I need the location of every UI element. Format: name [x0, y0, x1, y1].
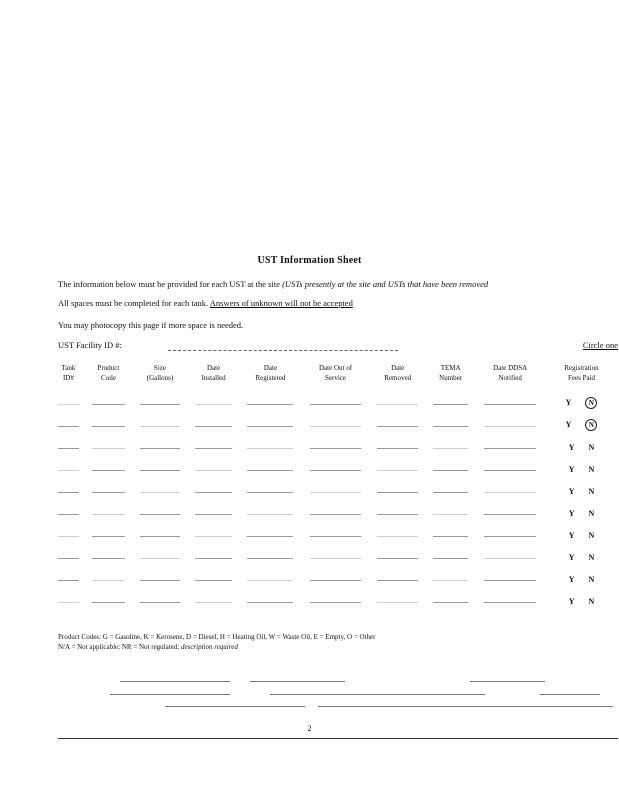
fees-paid-cell[interactable]: [545, 458, 618, 480]
blank-entry-line: [58, 558, 79, 559]
table-cell[interactable]: [426, 546, 475, 568]
blank-entry-line: [92, 580, 125, 581]
blank-entry-line: [92, 426, 125, 427]
table-cell[interactable]: [132, 568, 188, 590]
blank-entry-line: [310, 602, 361, 603]
table-cell[interactable]: [239, 502, 301, 524]
blank-entry-line: [247, 558, 293, 559]
table-cell[interactable]: [369, 502, 425, 524]
blank-entry-line: [195, 580, 232, 581]
blank-entry-line: [247, 492, 293, 493]
table-cell[interactable]: [85, 458, 132, 480]
column-header: [52, 363, 85, 392]
table-cell[interactable]: [132, 502, 188, 524]
column-header-line: Fees Paid: [567, 374, 596, 382]
table-header-row: [52, 363, 618, 392]
table-cell[interactable]: [475, 414, 545, 436]
blank-entry-line: [310, 492, 361, 493]
table-cell[interactable]: [302, 392, 370, 414]
table-cell[interactable]: [85, 524, 132, 546]
blank-entry-line: [484, 404, 536, 405]
instruction-text: All spaces must be completed for each tank.: [58, 298, 209, 308]
yes-option[interactable]: Y: [568, 442, 575, 452]
table-cell[interactable]: [239, 458, 301, 480]
column-header-line: Size: [153, 364, 166, 372]
signature-line[interactable]: [540, 694, 600, 695]
blank-entry-line: [195, 602, 232, 603]
footnote-line-1: Product Codes: G = Gasoline, K = Kerosene, D = Diesel, H = Heating Oil, W = Waste Oil, E = Empty, O = Other: [58, 633, 376, 641]
column-header: [188, 363, 240, 392]
blank-entry-line: [140, 558, 181, 559]
table-cell[interactable]: [369, 590, 425, 612]
blank-entry-line: [377, 514, 418, 515]
blank-entry-line: [247, 580, 293, 581]
blank-entry-line: [195, 492, 232, 493]
table-row: [52, 502, 618, 524]
table-cell[interactable]: [239, 568, 301, 590]
table-cell[interactable]: [475, 392, 545, 414]
column-header-line: ID#: [62, 374, 74, 382]
table-cell[interactable]: [52, 502, 85, 524]
blank-entry-line: [58, 404, 79, 405]
fees-paid-cell[interactable]: [545, 392, 618, 414]
table-cell[interactable]: [426, 590, 475, 612]
table-cell[interactable]: [132, 414, 188, 436]
blank-entry-line: [377, 580, 418, 581]
table-row: [52, 436, 618, 458]
blank-entry-line: [140, 580, 181, 581]
blank-entry-line: [195, 558, 232, 559]
table-cell[interactable]: [475, 546, 545, 568]
table-cell[interactable]: [188, 590, 240, 612]
blank-entry-line: [92, 470, 125, 471]
instruction-italic-text: (USTs presently at the site and USTs that have been removed: [282, 279, 489, 289]
blank-entry-line: [247, 514, 293, 515]
yes-option[interactable]: Y: [568, 464, 575, 474]
table-cell[interactable]: [475, 502, 545, 524]
blank-entry-line: [377, 404, 418, 405]
column-header-line: Notified: [498, 374, 522, 382]
blank-entry-line: [247, 470, 293, 471]
column-header-line: Service: [325, 374, 346, 382]
no-option[interactable]: N: [588, 442, 595, 452]
yes-option[interactable]: Y: [568, 596, 575, 606]
column-header: [545, 363, 618, 392]
table-cell[interactable]: [302, 546, 370, 568]
instruction-text: The information below must be provided for each UST at the site: [58, 279, 280, 289]
column-header-line: Date Out of: [318, 364, 353, 372]
yes-option[interactable]: Y: [568, 552, 575, 562]
fees-paid-cell[interactable]: [545, 546, 618, 568]
blank-entry-line: [58, 536, 79, 537]
column-header: [426, 363, 475, 392]
table-cell[interactable]: [85, 502, 132, 524]
table-cell[interactable]: [369, 568, 425, 590]
table-cell[interactable]: [132, 458, 188, 480]
blank-entry-line: [140, 404, 181, 405]
instruction-line-2: [58, 298, 353, 308]
blank-entry-line: [140, 448, 181, 449]
column-header-line: Code: [101, 374, 116, 382]
blank-entry-line: [92, 404, 125, 405]
product-code-footnote: [58, 632, 618, 652]
no-option[interactable]: N: [588, 530, 595, 540]
table-cell[interactable]: [52, 568, 85, 590]
footnote-text: N/A = Not applicable; NR = Not regulated;: [58, 643, 180, 651]
table-cell[interactable]: [475, 480, 545, 502]
table-cell[interactable]: [132, 392, 188, 414]
blank-entry-line: [247, 404, 293, 405]
table-cell[interactable]: [52, 480, 85, 502]
table-cell[interactable]: [369, 458, 425, 480]
table-cell[interactable]: [426, 414, 475, 436]
blank-entry-line: [195, 448, 232, 449]
table-row: [52, 590, 618, 612]
blank-entry-line: [195, 536, 232, 537]
blank-entry-line: [140, 470, 181, 471]
table-cell[interactable]: [426, 458, 475, 480]
blank-entry-line: [140, 492, 181, 493]
instruction-line-3: You may photocopy this page if more space is needed.: [58, 320, 244, 330]
signature-line[interactable]: [250, 681, 345, 682]
table-row: [52, 568, 618, 590]
column-header-line: Installed: [201, 374, 226, 382]
blank-entry-line: [195, 404, 232, 405]
table-cell[interactable]: [239, 436, 301, 458]
column-header-line: Date: [391, 364, 405, 372]
table-cell[interactable]: [302, 480, 370, 502]
blank-entry-line: [247, 602, 293, 603]
no-option[interactable]: N: [588, 464, 595, 474]
table-body: [52, 392, 618, 612]
blank-entry-line: [58, 514, 79, 515]
table-cell[interactable]: [239, 414, 301, 436]
fees-paid-cell[interactable]: [545, 414, 618, 436]
column-header-line: Date: [207, 364, 221, 372]
blank-entry-line: [433, 448, 468, 449]
blank-entry-line: [92, 448, 125, 449]
table-cell[interactable]: [239, 546, 301, 568]
table-cell[interactable]: [132, 546, 188, 568]
blank-entry-line: [433, 558, 468, 559]
blank-entry-line: [310, 426, 361, 427]
table-cell[interactable]: [52, 436, 85, 458]
table-cell[interactable]: [52, 524, 85, 546]
table-cell[interactable]: [132, 480, 188, 502]
blank-entry-line: [484, 492, 536, 493]
blank-entry-line: [310, 580, 361, 581]
table-cell[interactable]: [52, 414, 85, 436]
blank-entry-line: [377, 470, 418, 471]
blank-entry-line: [310, 558, 361, 559]
blank-entry-line: [484, 514, 536, 515]
table-row: [52, 546, 618, 568]
column-header-line: TEMA: [440, 364, 461, 372]
yes-option[interactable]: Y: [565, 420, 572, 429]
blank-entry-line: [92, 514, 125, 515]
blank-entry-line: [247, 536, 293, 537]
table-cell[interactable]: [369, 392, 425, 414]
column-header-line: (Gallons): [146, 374, 174, 382]
table-cell[interactable]: [85, 590, 132, 612]
no-option[interactable]: N: [585, 397, 597, 409]
table-cell[interactable]: [369, 480, 425, 502]
table-cell[interactable]: [426, 568, 475, 590]
table-cell[interactable]: [188, 546, 240, 568]
table-cell[interactable]: [52, 546, 85, 568]
table-cell[interactable]: [52, 458, 85, 480]
blank-entry-line: [377, 426, 418, 427]
table-cell[interactable]: [302, 436, 370, 458]
table-row: [52, 414, 618, 436]
table-cell[interactable]: [426, 480, 475, 502]
table-cell[interactable]: [132, 436, 188, 458]
blank-entry-line: [433, 426, 468, 427]
table-cell[interactable]: [475, 524, 545, 546]
table-cell[interactable]: [426, 502, 475, 524]
fees-paid-cell[interactable]: [545, 524, 618, 546]
table-cell[interactable]: [475, 590, 545, 612]
blank-entry-line: [310, 536, 361, 537]
table-row: [52, 524, 618, 546]
signature-line[interactable]: [165, 706, 305, 707]
table-cell[interactable]: [52, 392, 85, 414]
table-cell[interactable]: [426, 524, 475, 546]
no-option[interactable]: N: [588, 574, 595, 584]
blank-entry-line: [377, 492, 418, 493]
signature-line[interactable]: [470, 681, 545, 682]
column-header: [369, 363, 425, 392]
column-header: [239, 363, 301, 392]
blank-entry-line: [310, 448, 361, 449]
table-row: [52, 392, 618, 414]
table-cell[interactable]: [239, 392, 301, 414]
table-cell[interactable]: [188, 502, 240, 524]
blank-entry-line: [484, 426, 536, 427]
blank-entry-line: [310, 404, 361, 405]
blank-entry-line: [310, 470, 361, 471]
table-cell[interactable]: [302, 458, 370, 480]
blank-entry-line: [195, 426, 232, 427]
blank-entry-line: [484, 602, 536, 603]
blank-entry-line: [58, 602, 79, 603]
no-option[interactable]: N: [588, 486, 595, 496]
blank-entry-line: [433, 536, 468, 537]
table-cell[interactable]: [85, 480, 132, 502]
yes-option[interactable]: Y: [568, 574, 575, 584]
table-cell[interactable]: [188, 414, 240, 436]
blank-entry-line: [140, 536, 181, 537]
table-cell[interactable]: [369, 546, 425, 568]
table-cell[interactable]: [239, 524, 301, 546]
table-cell[interactable]: [239, 590, 301, 612]
ust-table: [52, 363, 618, 612]
blank-entry-line: [247, 448, 293, 449]
table-cell[interactable]: [188, 480, 240, 502]
blank-entry-line: [92, 536, 125, 537]
column-header-line: Tank: [61, 364, 76, 372]
blank-entry-line: [484, 580, 536, 581]
column-header-line: Registered: [255, 374, 286, 382]
blank-entry-line: [377, 448, 418, 449]
blank-entry-line: [195, 470, 232, 471]
table-cell[interactable]: [188, 458, 240, 480]
yes-option[interactable]: Y: [568, 508, 575, 518]
page-number: 2: [307, 724, 312, 733]
blank-entry-line: [433, 492, 468, 493]
table-cell[interactable]: [188, 436, 240, 458]
blank-entry-line: [433, 514, 468, 515]
table-cell[interactable]: [188, 568, 240, 590]
blank-entry-line: [310, 514, 361, 515]
column-header-line: Date: [263, 364, 278, 372]
blank-entry-line: [484, 536, 536, 537]
circle-one-label: Circle one: [582, 340, 618, 350]
blank-entry-line: [58, 492, 79, 493]
blank-entry-line: [58, 470, 79, 471]
table-cell[interactable]: [85, 568, 132, 590]
table-cell[interactable]: [85, 392, 132, 414]
table-cell[interactable]: [52, 590, 85, 612]
page-title: UST Information Sheet: [257, 255, 362, 266]
table-cell[interactable]: [85, 546, 132, 568]
instruction-underlined-text: Answers of unknown will not be accepted: [209, 298, 353, 308]
table-cell[interactable]: [132, 590, 188, 612]
fees-paid-cell[interactable]: [545, 568, 618, 590]
blank-entry-line: [140, 426, 181, 427]
table-cell[interactable]: [302, 524, 370, 546]
footnote-line-2: [58, 642, 618, 652]
signature-line[interactable]: [120, 681, 230, 682]
blank-entry-line: [484, 470, 536, 471]
yes-option[interactable]: Y: [568, 486, 575, 496]
facility-id-row: [58, 340, 618, 350]
table-cell[interactable]: [132, 524, 188, 546]
signature-line[interactable]: [318, 706, 613, 707]
blank-entry-line: [433, 404, 468, 405]
yes-option[interactable]: Y: [565, 398, 572, 407]
bottom-divider: [58, 738, 618, 739]
table-cell[interactable]: [302, 568, 370, 590]
no-option[interactable]: N: [588, 596, 595, 606]
blank-entry-line: [140, 514, 181, 515]
table-cell[interactable]: [475, 568, 545, 590]
signature-line[interactable]: [110, 694, 230, 695]
instruction-line-1: [58, 279, 488, 289]
fees-paid-cell[interactable]: [545, 502, 618, 524]
table-cell[interactable]: [302, 414, 370, 436]
blank-entry-line: [377, 536, 418, 537]
fees-paid-cell[interactable]: [545, 436, 618, 458]
blank-entry-line: [484, 558, 536, 559]
blank-entry-line: [58, 580, 79, 581]
column-header-line: Number: [439, 374, 463, 382]
table-cell[interactable]: [369, 436, 425, 458]
blank-entry-line: [433, 602, 468, 603]
table-cell[interactable]: [426, 392, 475, 414]
column-header-line: Removed: [384, 374, 412, 382]
blank-entry-line: [92, 558, 125, 559]
table-cell[interactable]: [302, 590, 370, 612]
column-header-line: Product: [97, 364, 120, 372]
table-cell[interactable]: [369, 414, 425, 436]
blank-entry-line: [247, 426, 293, 427]
blank-entry-line: [195, 514, 232, 515]
table-cell[interactable]: [85, 414, 132, 436]
table-cell[interactable]: [188, 524, 240, 546]
blank-entry-line: [377, 602, 418, 603]
table-cell[interactable]: [302, 502, 370, 524]
column-header: [85, 363, 132, 392]
yes-option[interactable]: Y: [568, 530, 575, 540]
blank-entry-line: [140, 602, 181, 603]
blank-entry-line: [92, 492, 125, 493]
fees-paid-cell[interactable]: [545, 590, 618, 612]
column-header-line: Date DDSA: [493, 364, 528, 372]
table-row: [52, 480, 618, 502]
facility-id-field[interactable]: [168, 350, 398, 351]
table-cell[interactable]: [239, 480, 301, 502]
column-header: [302, 363, 370, 392]
blank-entry-line: [377, 558, 418, 559]
fees-paid-cell[interactable]: [545, 480, 618, 502]
facility-id-label: UST Facility ID #:: [58, 340, 122, 350]
table-cell[interactable]: [85, 436, 132, 458]
blank-entry-line: [433, 470, 468, 471]
signature-line[interactable]: [270, 694, 485, 695]
column-header-line: Registration: [564, 364, 599, 372]
no-option[interactable]: N: [588, 508, 595, 518]
blank-entry-line: [58, 426, 79, 427]
blank-entry-line: [484, 448, 536, 449]
table-cell[interactable]: [369, 524, 425, 546]
footnote-italic-text: description required: [180, 643, 238, 651]
blank-entry-line: [433, 580, 468, 581]
no-option[interactable]: N: [585, 419, 597, 431]
table-row: [52, 458, 618, 480]
column-header: [475, 363, 545, 392]
table-cell[interactable]: [426, 436, 475, 458]
column-header: [132, 363, 188, 392]
table-cell[interactable]: [475, 436, 545, 458]
table-cell[interactable]: [475, 458, 545, 480]
table-cell[interactable]: [188, 392, 240, 414]
no-option[interactable]: N: [588, 552, 595, 562]
blank-entry-line: [92, 602, 125, 603]
blank-entry-line: [58, 448, 79, 449]
